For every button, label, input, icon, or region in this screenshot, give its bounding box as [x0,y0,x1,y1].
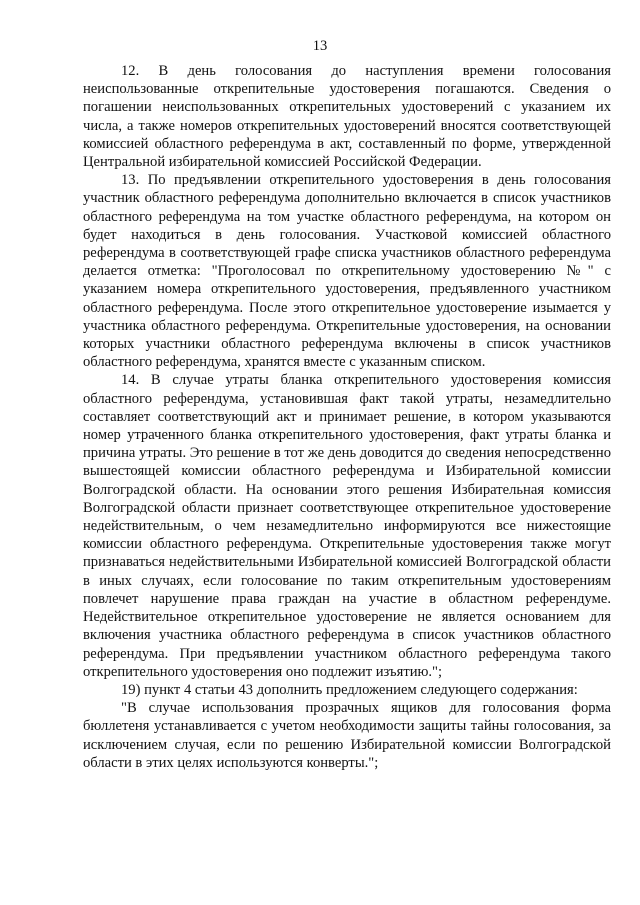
amendment-item-19: 19) пункт 4 статьи 43 дополнить предложением следующего содержания: [121,681,578,698]
paragraph-item-13: 13. По предъявлении открепительного удостоверения в день голосования участник областного референдума дополнительно включается в список участников областного референдума на том участке областного референдума, на котором он будет находиться в день голосования. Участковой комиссией областного референдума в соответствующей графе списка участников областного референдума делается отметка: "Проголосовал по открепительному удостоверению №" с указанием номера открепительного удостоверения, предъявленного участником областного референдума. После этого открепительное удостоверение изымается у участника областного референдума. Открепительные удостоверения, на основании которых участники областного референдума включены в список участников областного референдума, хранятся вместе с указанным списком. [83,172,611,371]
document-body [83,62,611,772]
amendment-quoted-text: "В случае использования прозрачных ящиков для голосования форма бюллетеня устанавливается с учетом необходимости защиты тайны голосования, за исключением случая, если по решению Избирательной комиссии Волгоградской области в этих целях используются конверты."; [83,700,611,771]
page-number: 13 [312,38,328,54]
paragraph-item-14: 14. В случае утраты бланка открепительного удостоверения комиссия областного референдума, установившая факт такой утраты, незамедлительно составляет соответствующий акт и принимает решение, в котором указываются номер утраченного бланка открепительного удостоверения, факт утраты бланка и причина утраты. Это решение в тот же день доводится до сведения непосредственно вышестоящей комиссии областного референдума и Избирательной комиссии Волгоградской области. На основании этого решения Избирательная комиссия Волгоградской области признает соответствующее открепительное удостоверение недействительным, о чем незамедлительно информируются все нижестоящие комиссии областного референдума. Открепительные удостоверения также могут признаваться недействительными Избирательной комиссией Волгоградской области в иных случаях, если голосование по таким открепительным удостоверениям повлечет нарушение права граждан на участие в областном референдуме. Недействительное открепительное удостоверение не является основанием для включения участника областного референдума в список участников областного референдума. При предъявлении участником областного референдума такого открепительного удостоверения оно подлежит изъятию."; [83,372,611,680]
paragraph-item-12: 12. В день голосования до наступления времени голосования неиспользованные открепительные удостоверения погашаются. Сведения о погашении неиспользованных открепительных удостоверений с указанием их числа, а также номеров открепительных удостоверений вносятся соответствующей комиссией областного референдума в акт, составленный по форме, утвержденной Центральной избирательной комиссией Российской Федерации. [83,63,611,171]
